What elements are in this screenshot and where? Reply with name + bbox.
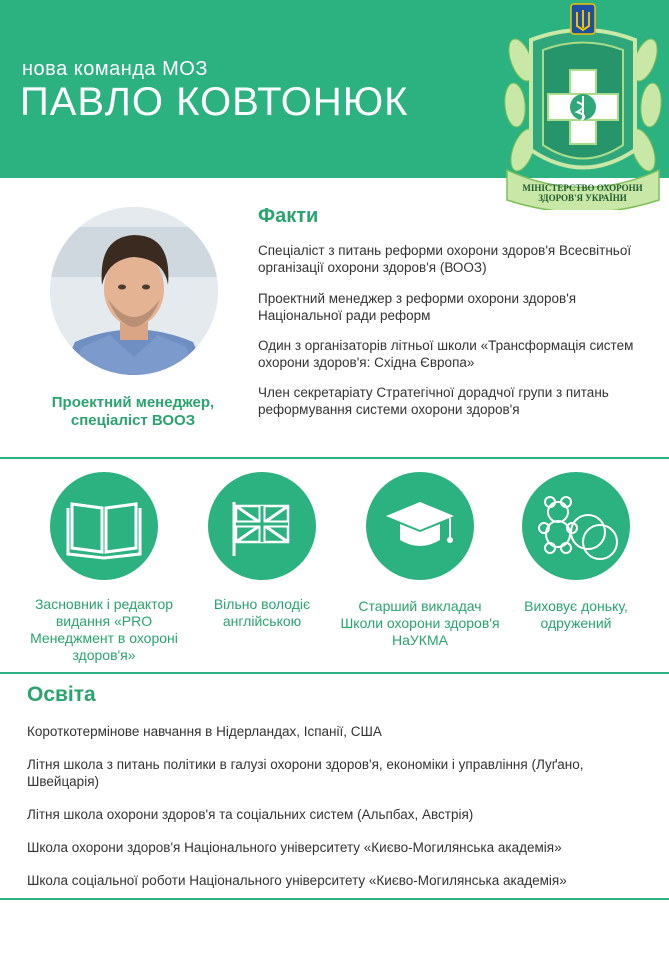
education-item: Літня школа охорони здоров'я та соціальних систем (Альпбах, Австрія) [27,807,474,822]
section-divider [0,672,669,674]
person-name: ПАВЛО КОВТОНЮК [20,80,409,124]
education-item: Школа охорони здоров'я Національного університету «Києво-Могилянська академія» [27,840,562,855]
highlight-circle [208,472,316,580]
section-divider [0,457,669,459]
person-role: Проектний менеджер, спеціаліст ВООЗ [51,394,215,429]
fact-item: Проектний менеджер з реформи охорони здоров'я Національної ради реформ [258,291,577,323]
highlight-circle [522,472,630,580]
highlight-circle [50,472,158,580]
education-item: Короткотермінове навчання в Нідерландах, Іспанії, США [27,724,382,739]
highlight-text: Старший викладач Школи охорони здоров'я НаУКМА [340,598,500,648]
portrait-photo [50,207,218,375]
facts-heading: Факти [258,205,319,227]
avatar [50,207,218,375]
teddy-bear-rings-icon [522,472,630,580]
education-item: Літня школа з питань політики в галузі охорони здоров'я, економіки і управління (Луґано, Швейцарія) [27,757,584,789]
fact-item: Один з організаторів літньої школи «Трансформація систем охорони здоров'я: Східна Європа» [258,338,634,370]
education-item: Школа соціальної роботи Національного університету «Києво-Могилянська академія» [27,873,567,888]
header-subtitle: нова команда МОЗ [22,58,208,80]
uk-flag-icon [208,472,316,580]
highlight-text: Вільно володіє англійською [213,596,311,629]
highlight-text: Виховує доньку, одружений [524,598,628,631]
education-heading: Освіта [27,683,96,706]
ministry-emblem-icon [503,0,663,210]
emblem-caption: МІНІСТЕРСТВО ОХОРОНИ ЗДОРОВ'Я УКРАЇНИ [522,183,643,203]
fact-item: Член секретаріату Стратегічної дорадчої групи з питань реформування системи охорони здоров'я [258,385,609,417]
section-divider [0,898,669,900]
fact-item: Спеціаліст з питань реформи охорони здоров'я Всесвітньої організації охорони здоров'я (ВООЗ) [258,243,632,275]
highlight-text: Засновник і редактор видання «PRO Менеджмент в охороні здоров'я» [30,596,178,663]
graduation-cap-icon [366,472,474,580]
highlight-circle [366,472,474,580]
book-icon [50,472,158,580]
